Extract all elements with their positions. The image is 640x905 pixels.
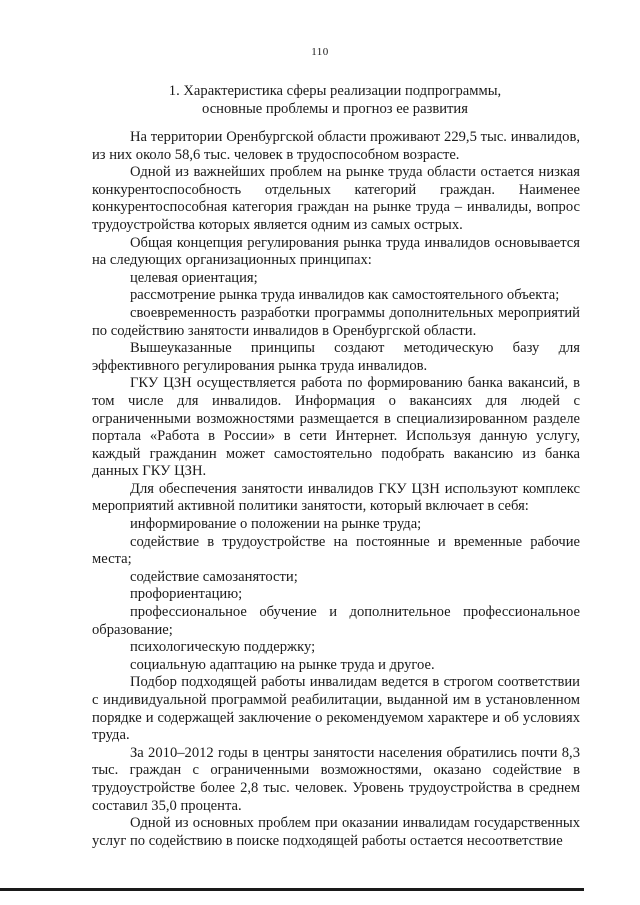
paragraph: Общая концепция регулирования рынка труда инвалидов основывается на следующих организационных принципах: — [92, 234, 580, 269]
paragraph: Одной из основных проблем при оказании инвалидам государственных услуг по содействию в поиске подходящей работы остается несоответствие — [92, 815, 580, 849]
section-title-line-1: 1. Характеристика сферы реализации подпрограммы, — [168, 83, 502, 99]
list-item: рассмотрение рынка труда инвалидов как самостоятельного объекта; — [130, 287, 560, 304]
list-item: профессиональное обучение и дополнительное профессиональное образование; — [92, 604, 580, 638]
list-item: информирование о положении на рынке труда; — [130, 516, 422, 533]
paragraph: Одной из важнейших проблем на рынке труда области остается низкая конкурентоспособность отдельных категорий граждан. Наименее конкурентоспособная категория граждан на рынке труда – инвалиды, вопрос трудоустройства которых является одним из самых острых. — [92, 164, 580, 233]
list-item: своевременность разработки программы дополнительных мероприятий по содействию занятости инвалидов в Оренбургской области. — [92, 304, 580, 339]
section-title-line-2: основные проблемы и прогноз ее развития — [202, 100, 468, 117]
page-bottom-rule — [0, 888, 584, 891]
list-item: профориентацию; — [130, 586, 243, 603]
paragraph: ГКУ ЦЗН осуществляется работа по формированию банка вакансий, в том числе для инвалидов. Информация о вакансиях для людей с ограниченными возможностями размещается в специализированном разделе портала «Работа в России» в сети Интернет. Используя данную услугу, каждый гражданин может самостоятельно подобрать вакансию из банка данных ГКУ ЦЗН. — [92, 375, 580, 480]
list-item: социальную адаптацию на рынке труда и другое. — [130, 656, 435, 673]
paragraph: Подбор подходящей работы инвалидам ведется в строгом соответствии с индивидуальной программой реабилитации, выданной им в установленном порядке и содержащей заключение о рекомендуемом характере и об условиях труда. — [92, 674, 580, 744]
section-title — [90, 83, 580, 118]
paragraph: На территории Оренбургской области проживают 229,5 тыс. инвалидов, из них около 58,6 тыс. человек в трудоспособном возрасте. — [92, 129, 580, 163]
paragraph: Для обеспечения занятости инвалидов ГКУ ЦЗН используют комплекс мероприятий активной политики занятости, который включает в себя: — [92, 480, 580, 515]
list-item: целевая ориентация; — [130, 269, 258, 286]
list-item: содействие в трудоустройстве на постоянные и временные рабочие места; — [92, 533, 580, 568]
paragraph: За 2010–2012 годы в центры занятости населения обратились почти 8,3 тыс. граждан с ограниченными возможностями, оказано содействие в трудоустройстве более 2,8 тыс. человек. Уровень трудоустройства в среднем составил 35,0 процента. — [92, 744, 580, 814]
list-item: содействие самозанятости; — [130, 568, 298, 585]
page-number: 110 — [311, 46, 329, 58]
list-item: психологическую поддержку; — [130, 639, 316, 656]
paragraph: Вышеуказанные принципы создают методическую базу для эффективного регулирования рынка труда инвалидов. — [92, 340, 580, 374]
body-text — [92, 129, 580, 850]
